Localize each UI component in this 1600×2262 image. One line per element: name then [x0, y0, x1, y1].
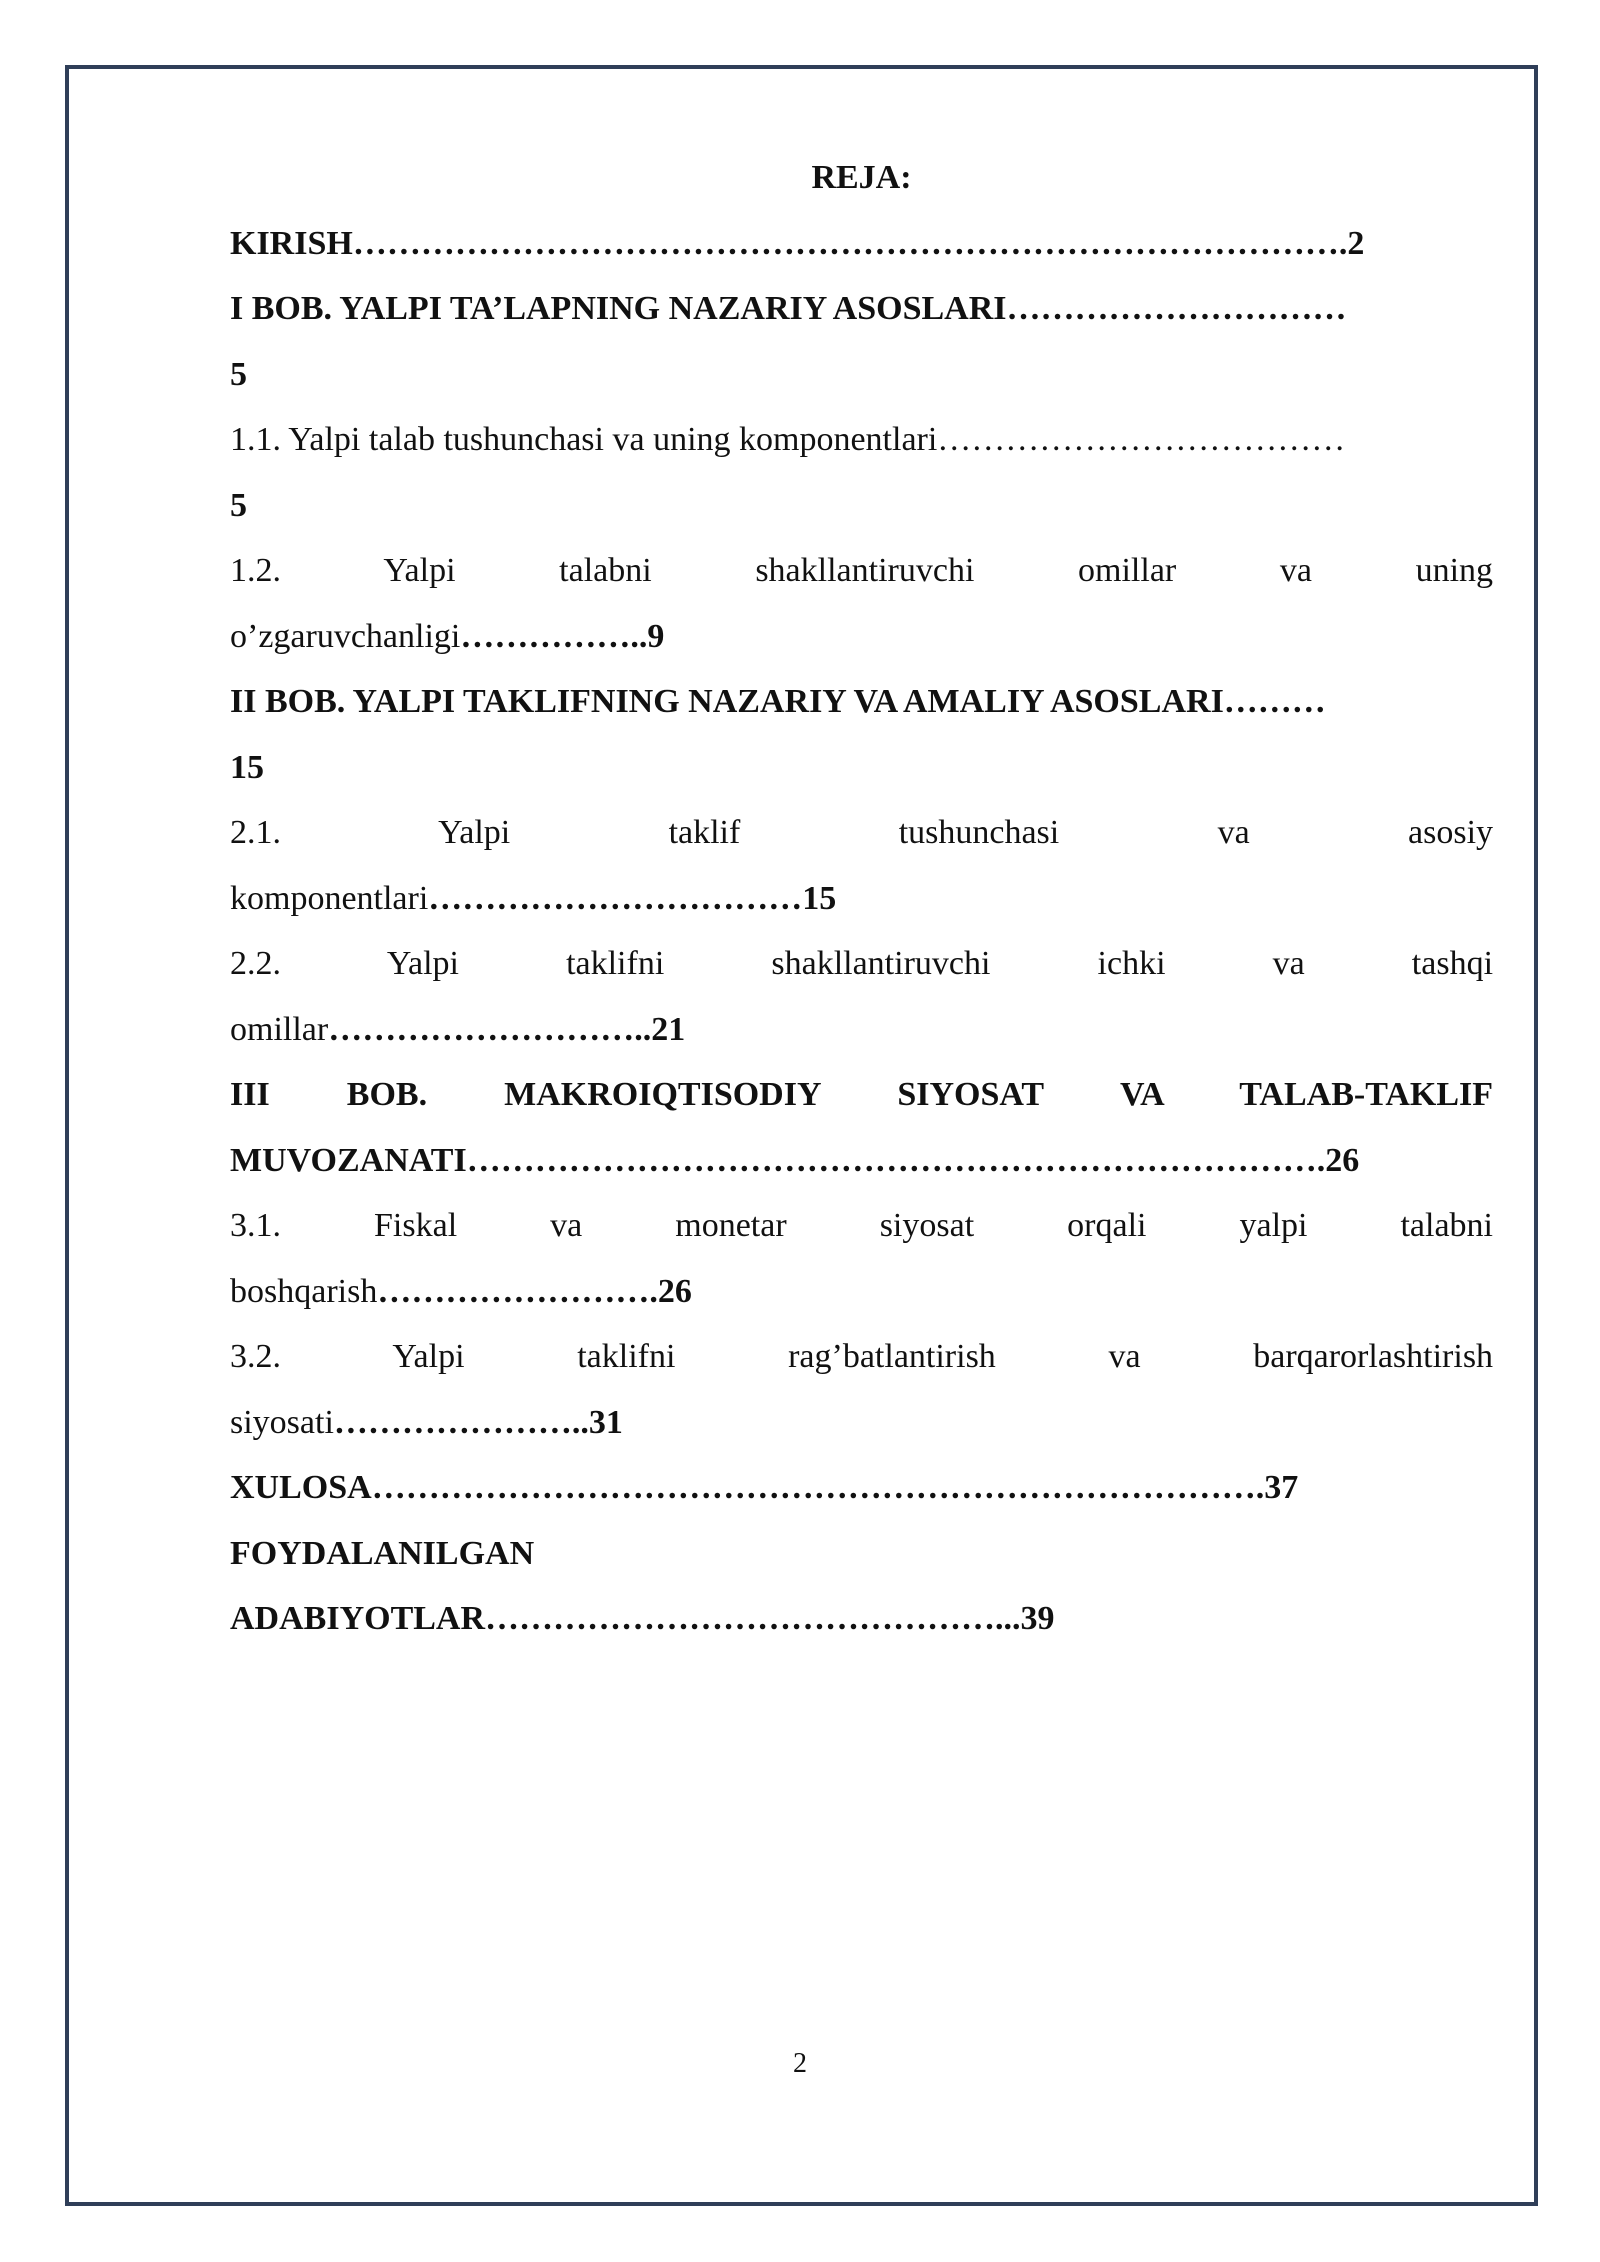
- toc-word: BOB.: [346, 1076, 428, 1113]
- toc-entry-adabiyotlar: FOYDALANILGAN: [230, 1534, 535, 1572]
- toc-entry-bob2: II BOB. YALPI TAKLIFNING NAZARIY VA AMALIY ASOSLARI………: [230, 683, 1326, 720]
- toc-entry-text: o’zgaruvchanligi: [230, 617, 461, 655]
- toc-word: monetar: [675, 1207, 787, 1244]
- toc-word: asosiy: [1408, 814, 1494, 851]
- toc-word: shakllantiruvchi: [755, 552, 975, 589]
- toc-word: va: [1272, 945, 1305, 982]
- toc-word: 3.1.: [230, 1207, 281, 1244]
- toc-word: taklif: [668, 814, 741, 851]
- toc-word: yalpi: [1239, 1207, 1308, 1244]
- toc-word: tashqi: [1411, 945, 1494, 982]
- page-number: 2: [793, 2048, 807, 2079]
- toc-entry-text: komponentlari: [230, 879, 429, 917]
- page-title: REJA:: [811, 159, 912, 196]
- toc-entry-1-1-page: 5: [230, 486, 247, 524]
- toc-word: MAKROIQTISODIY: [504, 1076, 821, 1113]
- toc-entry-bob1: I BOB. YALPI TA’LAPNING NAZARIY ASOSLARI…………………………: [230, 290, 1347, 327]
- toc-entry-2-2-cont: [230, 997, 1493, 1063]
- toc-entry-2-1: [230, 800, 1493, 866]
- toc-entry-bob2-page: 15: [230, 748, 264, 786]
- toc-entry-page: ………………………..21: [328, 1010, 686, 1048]
- toc-word: TALAB-TAKLIF: [1239, 1076, 1494, 1113]
- toc-entry-3-1: [230, 1193, 1493, 1259]
- toc-entry-page: ……………………………15: [428, 879, 837, 917]
- toc-word: orqali: [1067, 1207, 1147, 1244]
- toc-word: taklifni: [566, 945, 665, 982]
- toc-entry-3-2-cont: [230, 1390, 1493, 1456]
- toc-word: tushunchasi: [898, 814, 1060, 851]
- toc-word: taklifni: [577, 1338, 676, 1375]
- toc-word: va: [1108, 1338, 1141, 1375]
- toc-entry-1-1-text: 1.1. Yalpi talab tushunchasi va uning komponentlari………………………………: [230, 421, 1346, 458]
- toc-word: III: [230, 1076, 270, 1113]
- toc-entry-bob3-cont: MUVOZANATI………………………………………………………………….26: [230, 1141, 1360, 1179]
- toc-entry-3-2: [230, 1324, 1493, 1390]
- toc-word: omillar: [1078, 552, 1177, 589]
- toc-word: 3.2.: [230, 1338, 281, 1375]
- toc-entry-page: …………………….26: [377, 1272, 692, 1310]
- toc-entry-page: …………………..31: [333, 1403, 623, 1441]
- toc-entry-adabiyotlar-cont: ADABIYOTLAR………………………………………...39: [230, 1600, 1055, 1637]
- toc-entry-text: siyosati: [230, 1403, 334, 1441]
- toc-word: talabni: [1400, 1207, 1494, 1244]
- table-of-contents: [230, 145, 1493, 1652]
- toc-word: va: [1217, 814, 1250, 851]
- toc-entry-3-1-cont: [230, 1259, 1493, 1325]
- toc-entry-xulosa: XULOSA…………………………………………………………………….37: [230, 1469, 1299, 1506]
- toc-entry-text: boshqarish: [230, 1272, 378, 1310]
- toc-word: 2.2.: [230, 945, 281, 982]
- toc-word: Yalpi: [386, 945, 459, 982]
- toc-word: barqarorlashtirish: [1253, 1338, 1494, 1375]
- toc-word: 2.1.: [230, 814, 281, 851]
- toc-entry-1-2: [230, 538, 1493, 604]
- toc-word: uning: [1415, 552, 1494, 589]
- toc-word: rag’batlantirish: [788, 1338, 996, 1375]
- toc-word: VA: [1119, 1076, 1163, 1113]
- toc-word: talabni: [559, 552, 652, 589]
- toc-word: Yalpi: [383, 552, 456, 589]
- toc-entry-text: omillar: [230, 1010, 329, 1048]
- toc-entry-1-1: [230, 407, 1493, 473]
- toc-word: va: [550, 1207, 583, 1244]
- toc-word: ichki: [1097, 945, 1166, 982]
- toc-word: va: [1279, 552, 1312, 589]
- toc-entry-page: ……………..9: [460, 617, 665, 655]
- toc-word: Fiskal: [374, 1207, 458, 1244]
- toc-word: shakllantiruvchi: [771, 945, 991, 982]
- toc-word: Yalpi: [438, 814, 511, 851]
- toc-entry-2-1-cont: [230, 866, 1493, 932]
- toc-entry-bob1-page: 5: [230, 355, 247, 393]
- toc-word: SIYOSAT: [897, 1076, 1044, 1113]
- toc-entry-bob3: [230, 1062, 1493, 1128]
- toc-word: 1.2.: [230, 552, 281, 589]
- toc-entry-2-2: [230, 931, 1493, 997]
- toc-word: siyosat: [879, 1207, 975, 1244]
- toc-entry-1-2-cont: [230, 604, 1493, 670]
- toc-word: Yalpi: [392, 1338, 465, 1375]
- toc-entry-kirish: KIRISH…………………………………………………………………………….2: [230, 224, 1365, 262]
